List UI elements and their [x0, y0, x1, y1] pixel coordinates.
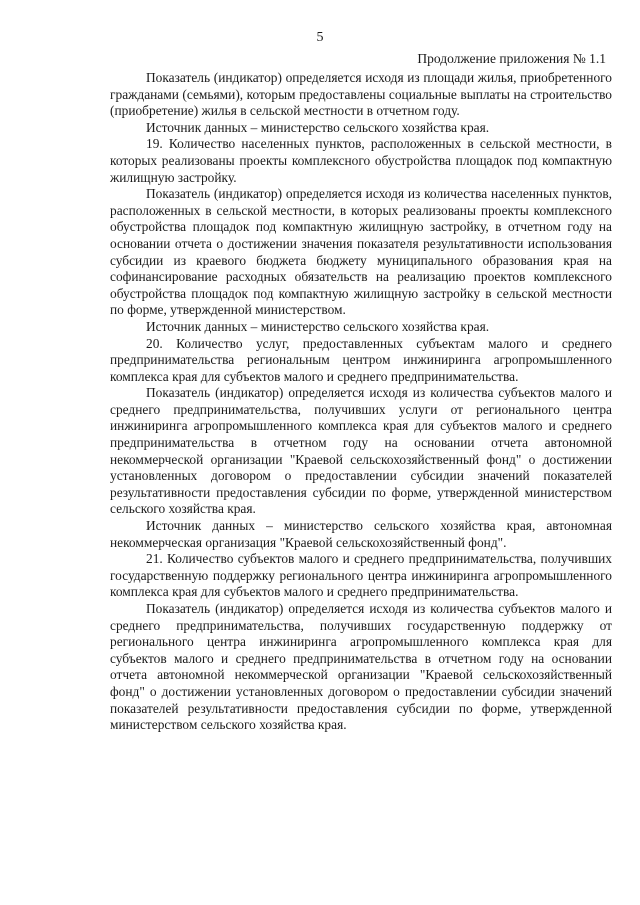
paragraph-indicator-settlements: Показатель (индикатор) определяется исходя из количества населенных пунктов, расположенных в сельской местности, в которых реализованы проекты комплексного обустройства площадок под компактную жилищную застройку, в отчетном году на основании отчета о достижении значения показателя результативности использования субсидии из краевого бюджета бюджету муниципального образования края на софинансирование расходных обязательств на реализацию проектов комплексного обустройства площадок под компактную жилищную застройку в сельской местности по форме, утвержденной министерством.	[110, 186, 612, 318]
paragraph-item-19: 19. Количество населенных пунктов, расположенных в сельской местности, в которых реализованы проекты комплексного обустройства площадок под компактную жилищную застройку.	[110, 136, 612, 185]
paragraph-item-21: 21. Количество субъектов малого и среднего предпринимательства, получивших государственную поддержку регионального центра инжиниринга агропромышленного комплекса края для субъектов малого и среднего предпринимательства.	[110, 551, 612, 600]
paragraph-indicator-subjects: Показатель (индикатор) определяется исходя из количества субъектов малого и среднего предпринимательства, получивших государственную поддержку от регионального центра инжиниринга агропромышленного комплекса края для субъектов малого и среднего предпринимательства в отчетном году на основании отчета автономной некоммерческой организации "Краевой сельскохозяйственный фонд" о достижении установленных договором о предоставлении субсидии значений показателей результативности предоставления субсидии по форме, утвержденной министерством сельского хозяйства края.	[110, 601, 612, 733]
paragraph-data-source: Источник данных – министерство сельского хозяйства края.	[146, 318, 490, 334]
paragraph-indicator-housing-area: Показатель (индикатор) определяется исходя из площади жилья, приобретенного гражданами (семьями), которым предоставлены социальные выплаты на строительство (приобретение) жилья в сельской местности в отчетном году.	[110, 70, 612, 119]
paragraph-data-source: Источник данных – министерство сельского хозяйства края.	[146, 119, 490, 135]
page-number: 5	[316, 30, 324, 45]
paragraph-indicator-services: Показатель (индикатор) определяется исходя из количества субъектов малого и среднего предпринимательства, получивших услуги от регионального центра инжиниринга агропромышленного комплекса края для субъектов малого и среднего предпринимательства в отчетном году на основании отчета автономной некоммерческой организации "Краевой сельскохозяйственный фонд" о достижении установленных договором о предоставлении субсидии значений показателей результативности предоставления субсидии по форме, утвержденной министерством сельского хозяйства края.	[110, 385, 612, 517]
paragraph-data-source: Источник данных – министерство сельского хозяйства края, автономная некоммерческая организация "Краевой сельскохозяйственный фонд".	[110, 518, 612, 550]
document-body	[110, 70, 612, 734]
paragraph-item-20: 20. Количество услуг, предоставленных субъектам малого и среднего предпринимательства региональным центром инжиниринга агропромышленного комплекса края для субъектов малого и среднего предпринимательства.	[110, 335, 612, 384]
appendix-continuation-label: Продолжение приложения № 1.1	[417, 51, 606, 66]
